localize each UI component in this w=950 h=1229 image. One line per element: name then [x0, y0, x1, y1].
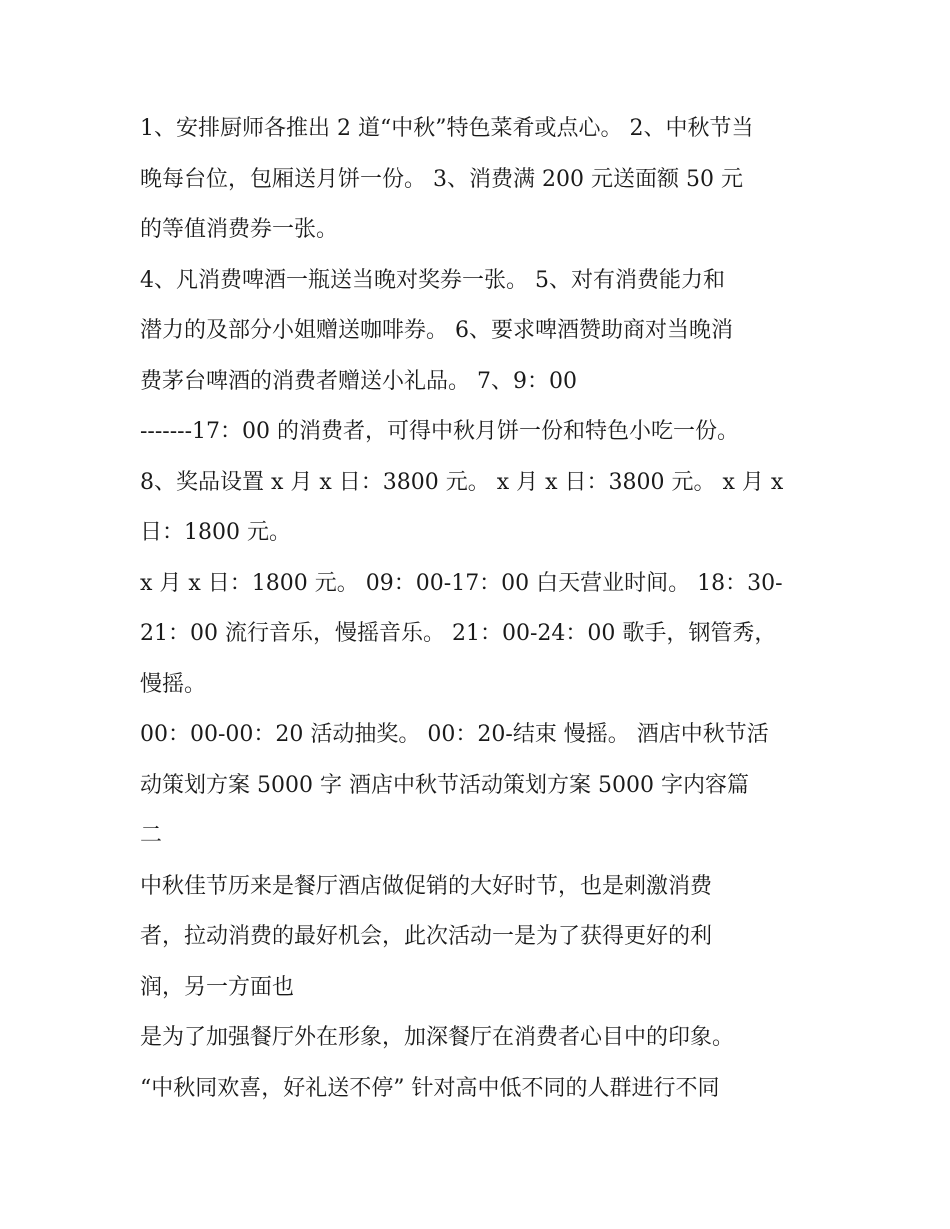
- text-line: 动策划方案 5000 字 酒店中秋节活动策划方案 5000 字内容篇: [140, 772, 749, 798]
- text-line: 费茅台啤酒的消费者赠送小礼品。 7、9：00: [140, 368, 577, 394]
- text-line: 者，拉动消费的最好机会，此次活动一是为了获得更好的利: [140, 924, 713, 949]
- text-line: 晚每台位，包厢送月饼一份。 3、消费满 200 元送面额 50 元: [140, 166, 743, 192]
- text-line: 00：00-00：20 活动抽奖。 00：20-结束 慢摇。 酒店中秋节活: [140, 722, 769, 747]
- text-line: 1、安排厨师各推出 2 道“中秋”特色菜肴或点心。 2、中秋节当: [140, 116, 754, 141]
- text-line: 21：00 流行音乐，慢摇音乐。 21：00-24：00 歌手，钢管秀，: [140, 621, 777, 646]
- text-line: 8、奖品设置 x 月 x 日：3800 元。 x 月 x 日：3800 元。 x 月 x: [140, 469, 784, 495]
- text-line: “中秋同欢喜，好礼送不停” 针对高中低不同的人群进行不同: [140, 1075, 720, 1101]
- text-line: 润，另一方面也: [140, 974, 295, 1000]
- text-line: 慢摇。: [140, 671, 207, 697]
- text-line: 的等值消费券一张。: [140, 217, 339, 242]
- text-line: -------17：00 的消费者，可得中秋月饼一份和特色小吃一份。: [140, 419, 740, 444]
- text-line: 是为了加强餐厅外在形象，加深餐厅在消费者心目中的印象。: [140, 1025, 735, 1050]
- text-line: 中秋佳节历来是餐厅酒店做促销的大好时节，也是刺激消费: [140, 873, 713, 899]
- text-line: 二: [140, 823, 163, 848]
- text-line: 4、凡消费啤酒一瓶送当晚对奖券一张。 5、对有消费能力和: [140, 267, 725, 293]
- text-line: 日：1800 元。: [140, 520, 291, 545]
- text-line: 潜力的及部分小姐赠送咖啡券。 6、要求啤酒赞助商对当晚消: [140, 318, 733, 343]
- document-body: [140, 104, 820, 1114]
- text-line: x 月 x 日：1800 元。 09：00-17：00 白天营业时间。 18：30-: [140, 570, 783, 596]
